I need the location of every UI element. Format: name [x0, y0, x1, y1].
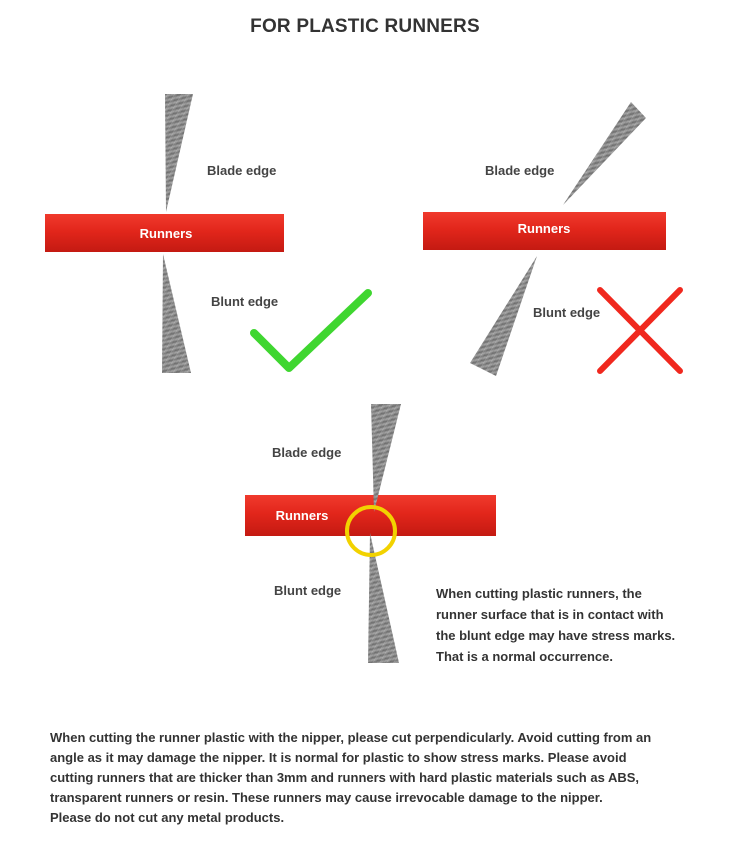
blunt-edge-label: Blunt edge [533, 305, 601, 320]
blade-edge-label: Blade edge [485, 163, 555, 178]
stress-mark-note [436, 583, 716, 667]
note-line: runner surface that is in contact with [436, 607, 664, 622]
page-title: FOR PLASTIC RUNNERS [250, 16, 480, 37]
instruction-line: Please do not cut any metal products. [50, 810, 285, 825]
note-line: When cutting plastic runners, the [436, 586, 642, 601]
runner-label: Runners [275, 508, 329, 523]
usage-instructions [50, 728, 720, 828]
incorrect-cut-diagram [423, 102, 680, 376]
instruction-line: angle as it may damage the nipper. It is normal for plastic to show stress marks. Please avoid [50, 750, 627, 765]
blunt-edge-shape [470, 256, 537, 376]
blunt-edge-label: Blunt edge [211, 294, 279, 309]
note-line: the blunt edge may have stress marks. [436, 628, 676, 643]
blade-edge-shape [563, 102, 646, 205]
blunt-edge-label: Blunt edge [274, 583, 342, 598]
runner-label: Runners [517, 221, 571, 236]
instruction-line: When cutting the runner plastic with the nipper, please cut perpendicularly. Avoid cutting from an [50, 730, 652, 745]
note-line: That is a normal occurrence. [436, 649, 614, 664]
blade-edge-shape [165, 94, 193, 212]
runner-label: Runners [139, 226, 193, 241]
blade-edge-label: Blade edge [272, 445, 342, 460]
instruction-line: cutting runners that are thicker than 3mm and runners with hard plastic materials such as ABS, [50, 770, 639, 785]
blunt-edge-shape [162, 254, 191, 373]
blade-edge-label: Blade edge [207, 163, 277, 178]
correct-cut-diagram [45, 94, 368, 373]
instruction-line: transparent runners or resin. These runners may cause irrevocable damage to the nipper. [50, 790, 603, 805]
cross-mark-icon [600, 290, 680, 371]
